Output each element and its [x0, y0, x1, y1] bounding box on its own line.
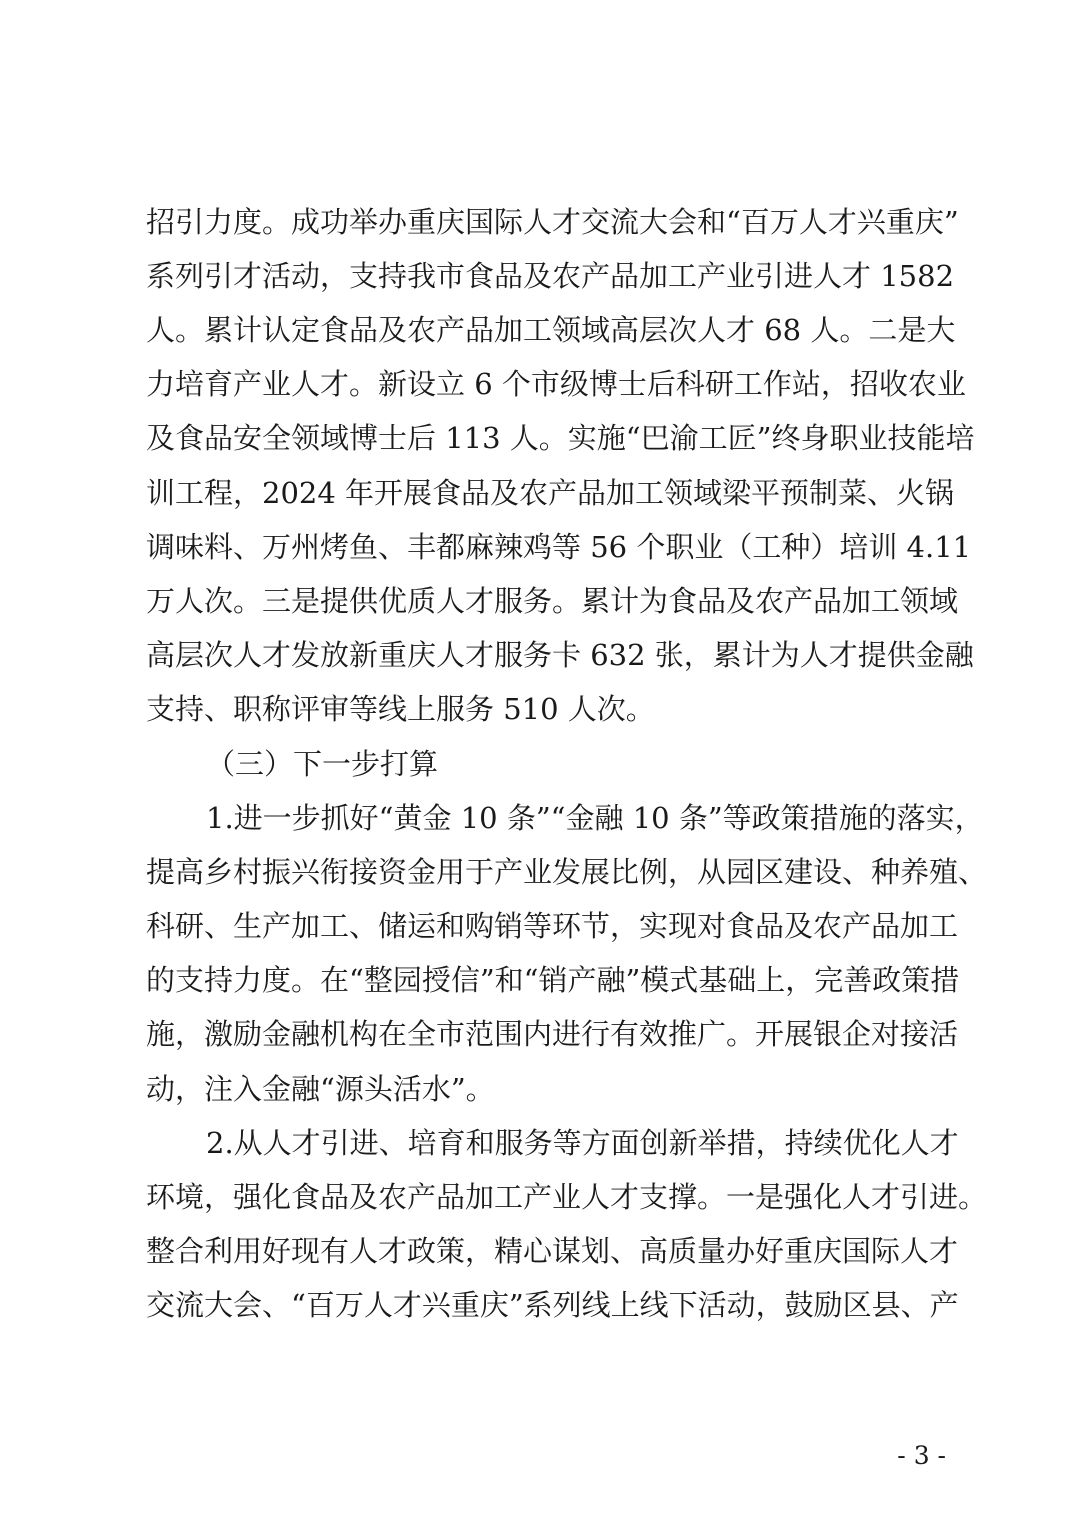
body-text-line: 万人次。三是提供优质人才服务。累计为食品及农产品加工领域	[146, 584, 959, 618]
body-text-line: 施，激励金融机构在全市范围内进行有效推广。开展银企对接活	[146, 1017, 959, 1051]
body-text-line: 整合利用好现有人才政策，精心谋划、高质量办好重庆国际人才	[146, 1234, 959, 1268]
body-text-line: 高层次人才发放新重庆人才服务卡 632 张，累计为人才提供金融	[146, 638, 974, 672]
body-text-line: 及食品安全领域博士后 113 人。实施“巴渝工匠”终身职业技能培	[146, 421, 975, 455]
body-text-line: 1.进一步抓好“黄金 10 条”“金融 10 条”等政策措施的落实，	[206, 801, 984, 835]
body-text-line: 系列引才活动，支持我市食品及农产品加工产业引进人才 1582	[146, 259, 955, 293]
body-text-line: 环境，强化食品及农产品加工产业人才支撑。一是强化人才引进。	[146, 1180, 988, 1214]
body-text-line: 动，注入金融“源头活水”。	[146, 1072, 495, 1106]
body-text-line: 支持、职称评审等线上服务 510 人次。	[146, 692, 655, 726]
body-text-line: 2.从人才引进、培育和服务等方面创新举措，持续优化人才	[206, 1126, 959, 1160]
body-text-line: 的支持力度。在“整园授信”和“销产融”模式基础上，完善政策措	[146, 963, 960, 997]
body-text-line: 调味料、万州烤鱼、丰都麻辣鸡等 56 个职业（工种）培训 4.11	[146, 530, 972, 564]
body-text-line: 交流大会、“百万人才兴重庆”系列线上线下活动，鼓励区县、产	[146, 1288, 959, 1322]
body-text-line: 科研、生产加工、储运和购销等环节，实现对食品及农产品加工	[146, 909, 959, 943]
page-number: - 3 -	[897, 1441, 946, 1470]
body-text-line: 训工程，2024 年开展食品及农产品加工领域梁平预制菜、火锅	[146, 476, 955, 510]
body-text-line: 招引力度。成功举办重庆国际人才交流大会和“百万人才兴重庆”	[146, 205, 959, 239]
body-text-line: 力培育产业人才。新设立 6 个市级博士后科研工作站，招收农业	[146, 367, 966, 401]
body-text-line: 提高乡村振兴衔接资金用于产业发展比例，从园区建设、种养殖、	[146, 855, 988, 889]
body-text-line: 人。累计认定食品及农产品加工领域高层次人才 68 人。二是大	[146, 313, 956, 347]
section-heading: （三）下一步打算	[206, 747, 439, 781]
